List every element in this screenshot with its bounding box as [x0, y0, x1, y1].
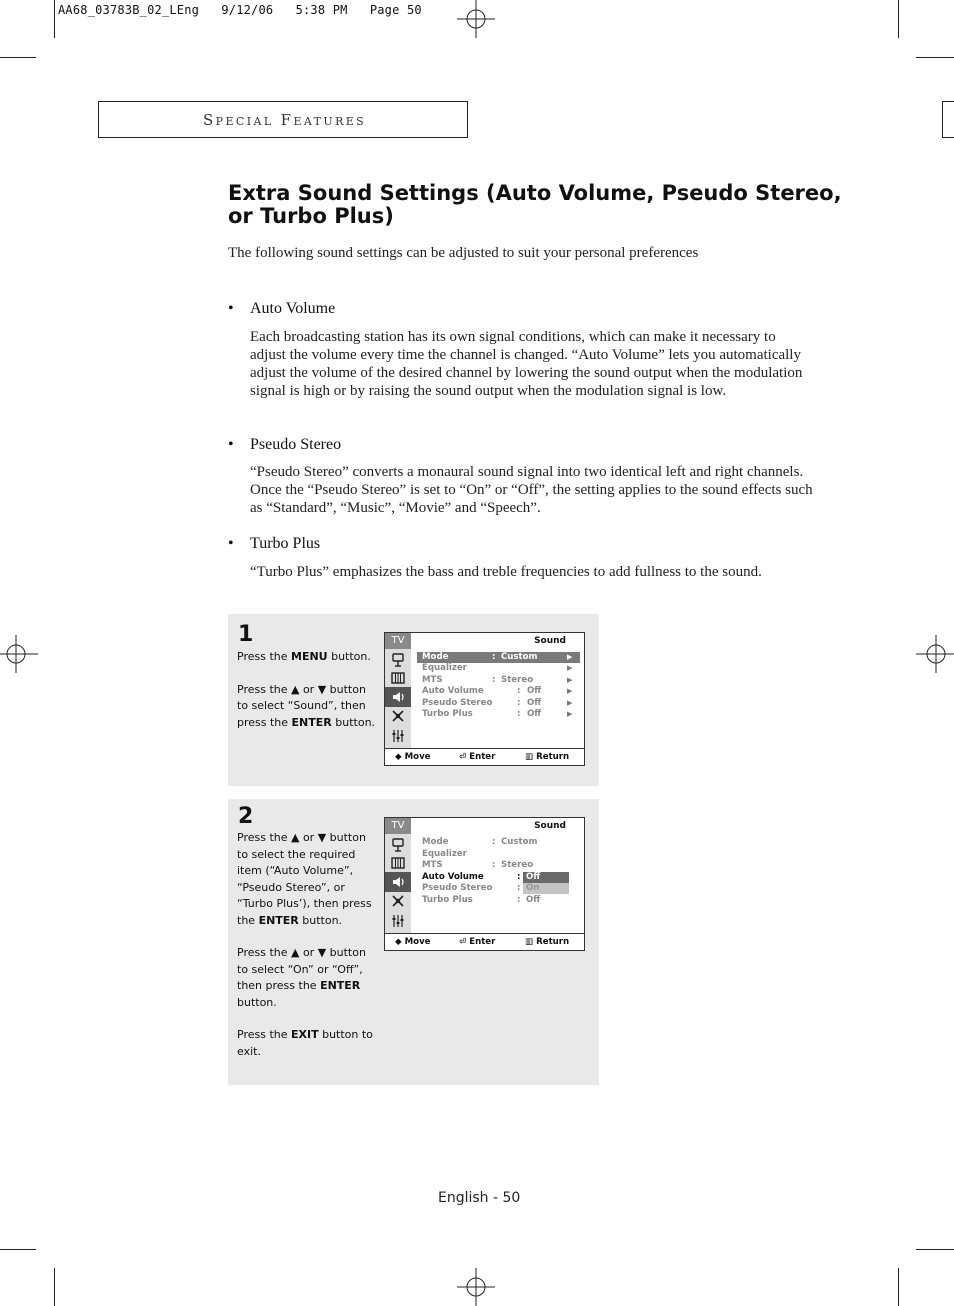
step-number: 1	[238, 622, 254, 647]
section-header-box	[98, 101, 468, 138]
input-icon	[391, 914, 405, 928]
print-header: AA68_03783B_02_LEng 9/12/06 5:38 PM Page 50	[58, 3, 422, 17]
bullet-title-pseudo-stereo: • Pseudo Stereo	[228, 436, 342, 453]
bullet-title-turbo-plus: • Turbo Plus	[228, 535, 321, 552]
input-icon	[391, 729, 405, 743]
enter-icon: ⏎	[459, 937, 467, 947]
step-1-instructions: Press the MENU button. Press the ▲ or ▼ button to select “Sound”, then press the ENTER button.	[237, 650, 376, 729]
move-hint: ◆ Move	[395, 752, 431, 762]
registration-mark-icon	[0, 635, 38, 673]
option-on[interactable]: On	[526, 883, 540, 893]
setup-icon	[391, 709, 405, 723]
enter-hint: ⏎ Enter	[459, 937, 496, 947]
page-title: Extra Sound Settings (Auto Volume, Pseudo Stereo, or Turbo Plus)	[228, 181, 842, 228]
osd-row-equalizer[interactable]: Equalizer	[422, 849, 467, 859]
osd-row-auto-volume[interactable]: Auto Volume : Off ▶	[422, 686, 573, 696]
osd-row-pseudo-stereo[interactable]: Pseudo Stereo : On	[422, 883, 540, 893]
crop-mark	[916, 57, 954, 58]
osd-footer	[385, 748, 584, 765]
crop-mark	[898, 1268, 899, 1306]
step-1-panel	[228, 614, 599, 786]
return-icon: ▥	[525, 752, 534, 762]
osd-row-mode[interactable]: Mode : Custom	[422, 837, 538, 847]
updown-icon: ◆	[395, 937, 402, 947]
return-icon: ▥	[525, 937, 534, 947]
osd-row-turbo-plus[interactable]: Turbo Plus : Off	[422, 895, 541, 905]
picture-icon	[391, 838, 405, 852]
osd-row-pseudo-stereo[interactable]: Pseudo Stereo : Off ▶	[422, 698, 573, 708]
intro-text: The following sound settings can be adjusted to suit your personal preferences	[228, 245, 699, 261]
step-2-panel	[228, 799, 599, 1085]
osd-row-mode[interactable]: Mode : Custom ▶	[422, 652, 573, 662]
osd-title: Sound	[534, 821, 566, 831]
step-2-instructions: Press the ▲ or ▼ button to select the required item (“Auto Volume”, “Pseudo Stereo”, or “Turbo Plus’), then press the ENTER button. Press the ▲ or ▼ button to select “On” or “Off”, then press the ENTER button. Press the EXIT button to exit.	[237, 831, 373, 1058]
return-hint: ▥ Return	[525, 752, 570, 762]
enter-icon: ⏎	[459, 752, 467, 762]
registration-mark-icon	[457, 0, 495, 38]
osd-sound-menu	[384, 632, 585, 766]
tv-label: TV	[385, 633, 411, 649]
crop-mark	[54, 0, 55, 38]
page-footer: English - 50	[438, 1190, 521, 1206]
tv-label: TV	[385, 818, 411, 834]
registration-mark-icon	[457, 1268, 495, 1306]
osd-footer	[385, 933, 584, 950]
chapter-tab-mark	[942, 101, 954, 138]
registration-mark-icon	[916, 635, 954, 673]
crop-mark	[0, 57, 36, 58]
crop-mark	[916, 1249, 954, 1250]
step-number: 2	[238, 804, 254, 829]
bullet-text-turbo-plus: “Turbo Plus” emphasizes the bass and treble frequencies to add fullness to the sound.	[250, 564, 762, 580]
crop-mark	[898, 0, 899, 38]
updown-icon: ◆	[395, 752, 402, 762]
move-hint: ◆ Move	[395, 937, 431, 947]
channel-icon	[391, 671, 405, 685]
osd-row-auto-volume[interactable]: Auto Volume : Off	[422, 872, 541, 882]
enter-hint: ⏎ Enter	[459, 752, 496, 762]
osd-row-mts[interactable]: MTS : Stereo	[422, 860, 534, 870]
picture-icon	[391, 653, 405, 667]
sound-icon	[391, 875, 405, 889]
sound-icon	[391, 690, 405, 704]
crop-mark	[54, 1268, 55, 1306]
channel-icon	[391, 856, 405, 870]
bullet-title-auto-volume: • Auto Volume	[228, 300, 336, 317]
setup-icon	[391, 894, 405, 908]
osd-title: Sound	[534, 636, 566, 646]
osd-row-turbo-plus[interactable]: Turbo Plus : Off ▶	[422, 709, 573, 719]
osd-row-equalizer[interactable]: Equalizer ▶	[422, 663, 573, 673]
crop-mark	[0, 1249, 36, 1250]
bullet-text-pseudo-stereo: “Pseudo Stereo” converts a monaural sound signal into two identical left and right channels. Once the “Pseudo Stereo” is set to “On” or “Off”, the setting applies to the sound effects such as “Standard”, “Music”, “Movie” and “Speech”.	[250, 464, 813, 516]
osd-row-mts[interactable]: MTS : Stereo ▶	[422, 675, 573, 685]
osd-sound-menu	[384, 817, 585, 951]
option-off[interactable]: Off	[526, 872, 541, 882]
return-hint: ▥ Return	[525, 937, 570, 947]
section-title: Special Features	[203, 111, 367, 129]
bullet-text-auto-volume: Each broadcasting station has its own signal conditions, which can make it necessary to adjust the volume every time the channel is changed. “Auto Volume” lets you automatically adjust the volume of the desired channel by lowering the sound output when the modulation signal is high or by raising the sound output when the modulation signal is low.	[250, 329, 803, 399]
